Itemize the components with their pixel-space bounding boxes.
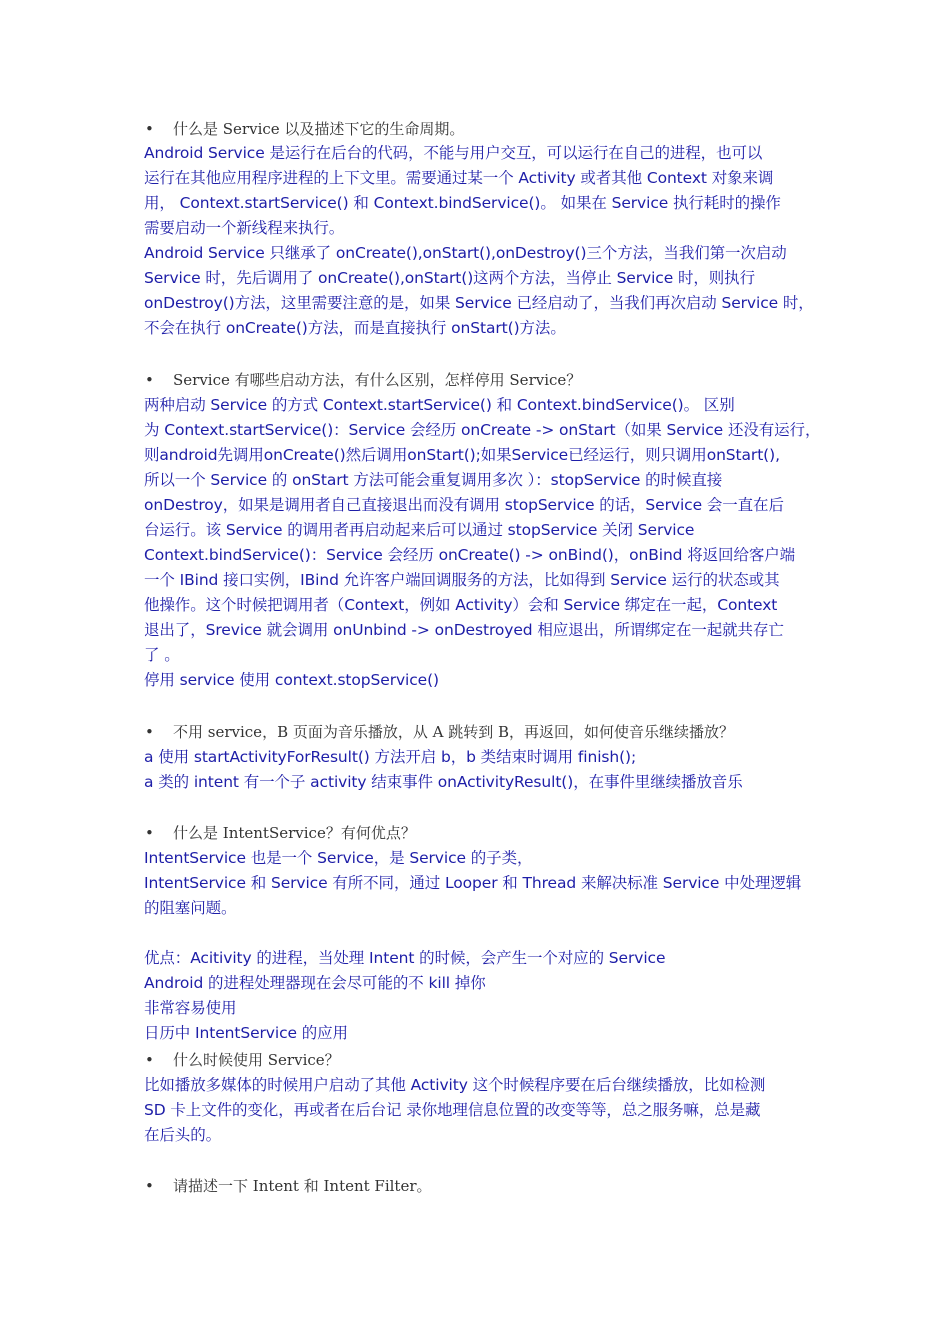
answer-line: 两种启动 Service 的方式 Context.startService() 和 Context.bindService()。 区别	[144, 396, 735, 414]
answer-line: onDestroy，如果是调用者自己直接退出而没有调用 stopService 的话，Service 会一直在后	[144, 496, 784, 514]
answer-line: 为 Context.startService()：Service 会经历 onCreate -> onStart（如果 Service 还没有运行，	[144, 421, 821, 439]
answer-line: Android 的进程处理器现在会尽可能的不 kill 掉你	[144, 974, 486, 992]
question-service-lifecycle: • 什么是 Service 以及描述下它的生命周期。	[145, 120, 465, 138]
answer-line: Context.bindService()：Service 会经历 onCreate() -> onBind()，onBind 将返回给客户端	[144, 546, 796, 564]
answer-line: 台运行。该 Service 的调用者再启动起来后可以通过 stopService 关闭 Service	[144, 521, 695, 539]
question-service-start-methods: • Service 有哪些启动方法，有什么区别，怎样停用 Service？	[145, 371, 582, 389]
answer-line: 他操作。这个时候把调用者（Context，例如 Activity）会和 Service 绑定在一起，Context	[144, 596, 778, 614]
question-when-use-service: • 什么时候使用 Service？	[145, 1051, 340, 1069]
answer-line: Android Service 是运行在后台的代码，不能与用户交互，可以运行在自己的进程，也可以	[144, 144, 763, 162]
bullet-icon: •	[145, 1177, 154, 1195]
answer-line: onDestroy()方法，这里需要注意的是，如果 Service 已经启动了，当我们再次启动 Service 时，	[144, 294, 814, 312]
answer-line: IntentService 和 Service 有所不同，通过 Looper 和 Thread 来解决标准 Service 中处理逻辑	[144, 874, 802, 892]
answer-line: 退出了，Srevice 就会调用 onUnbind -> onDestroyed 相应退出，所谓绑定在一起就共存亡	[144, 621, 784, 639]
answer-line: 不会在执行 onCreate()方法，而是直接执行 onStart()方法。	[144, 319, 566, 337]
answer-service-lifecycle	[144, 141, 824, 341]
answer-line: 用， Context.startService() 和 Context.bindService()。 如果在 Service 执行耗时的操作	[144, 194, 781, 212]
answer-line: 需要启动一个新线程来执行。	[144, 219, 345, 237]
answer-line: a 使用 startActivityForResult() 方法开启 b，b 类结束时调用 finish();	[144, 748, 637, 766]
answer-line: Service 时，先后调用了 onCreate(),onStart()这两个方法，当停止 Service 时，则执行	[144, 269, 755, 287]
answer-when-use-service	[144, 1073, 824, 1148]
question-intent-filter: • 请描述一下 Intent 和 Intent Filter。	[145, 1177, 432, 1195]
answer-intentservice	[144, 846, 824, 1046]
answer-service-start-methods	[144, 393, 824, 693]
answer-line: 的阻塞问题。	[144, 899, 237, 917]
bullet-icon: •	[145, 120, 154, 138]
answer-line: SD 卡上文件的变化，再或者在后台记 录你地理信息位置的改变等等，总之服务嘛，总是藏	[144, 1101, 761, 1119]
answer-line: 所以一个 Service 的 onStart 方法可能会重复调用多次 ）：stopService 的时候直接	[144, 471, 723, 489]
answer-line: 运行在其他应用程序进程的上下文里。需要通过某一个 Activity 或者其他 Context 对象来调	[144, 169, 774, 187]
answer-line	[144, 921, 824, 946]
answer-line: 一个 IBind 接口实例，IBind 允许客户端回调服务的方法，比如得到 Service 运行的状态或其	[144, 571, 780, 589]
answer-line: 非常容易使用	[144, 999, 237, 1017]
question-intentservice: • 什么是 IntentService？有何优点？	[145, 824, 416, 842]
answer-line: 停用 service 使用 context.stopService()	[144, 671, 440, 689]
bullet-icon: •	[145, 824, 154, 842]
answer-line: 了 。	[144, 646, 180, 664]
question-music-playback: • 不用 service，B 页面为音乐播放，从 A 跳转到 B，再返回，如何使音乐继续播放？	[145, 723, 735, 741]
bullet-icon: •	[145, 723, 154, 741]
answer-line: a 类的 intent 有一个子 activity 结束事件 onActivityResult()，在事件里继续播放音乐	[144, 773, 743, 791]
answer-line: 优点：Acitivity 的进程，当处理 Intent 的时候，会产生一个对应的 Service	[144, 949, 666, 967]
bullet-icon: •	[145, 371, 154, 389]
answer-line: 则android先调用onCreate()然后调用onStart();如果Service已经运行，则只调用onStart(),	[144, 446, 780, 464]
answer-music-playback	[144, 745, 824, 795]
answer-line: 比如播放多媒体的时候用户启动了其他 Activity 这个时候程序要在后台继续播放，比如检测	[144, 1076, 766, 1094]
answer-line: 日历中 IntentService 的应用	[144, 1024, 348, 1042]
answer-line: Android Service 只继承了 onCreate(),onStart(),onDestroy()三个方法，当我们第一次启动	[144, 244, 787, 262]
bullet-icon: •	[145, 1051, 154, 1069]
answer-line: 在后头的。	[144, 1126, 222, 1144]
answer-line: IntentService 也是一个 Service，是 Service 的子类，	[144, 849, 533, 867]
